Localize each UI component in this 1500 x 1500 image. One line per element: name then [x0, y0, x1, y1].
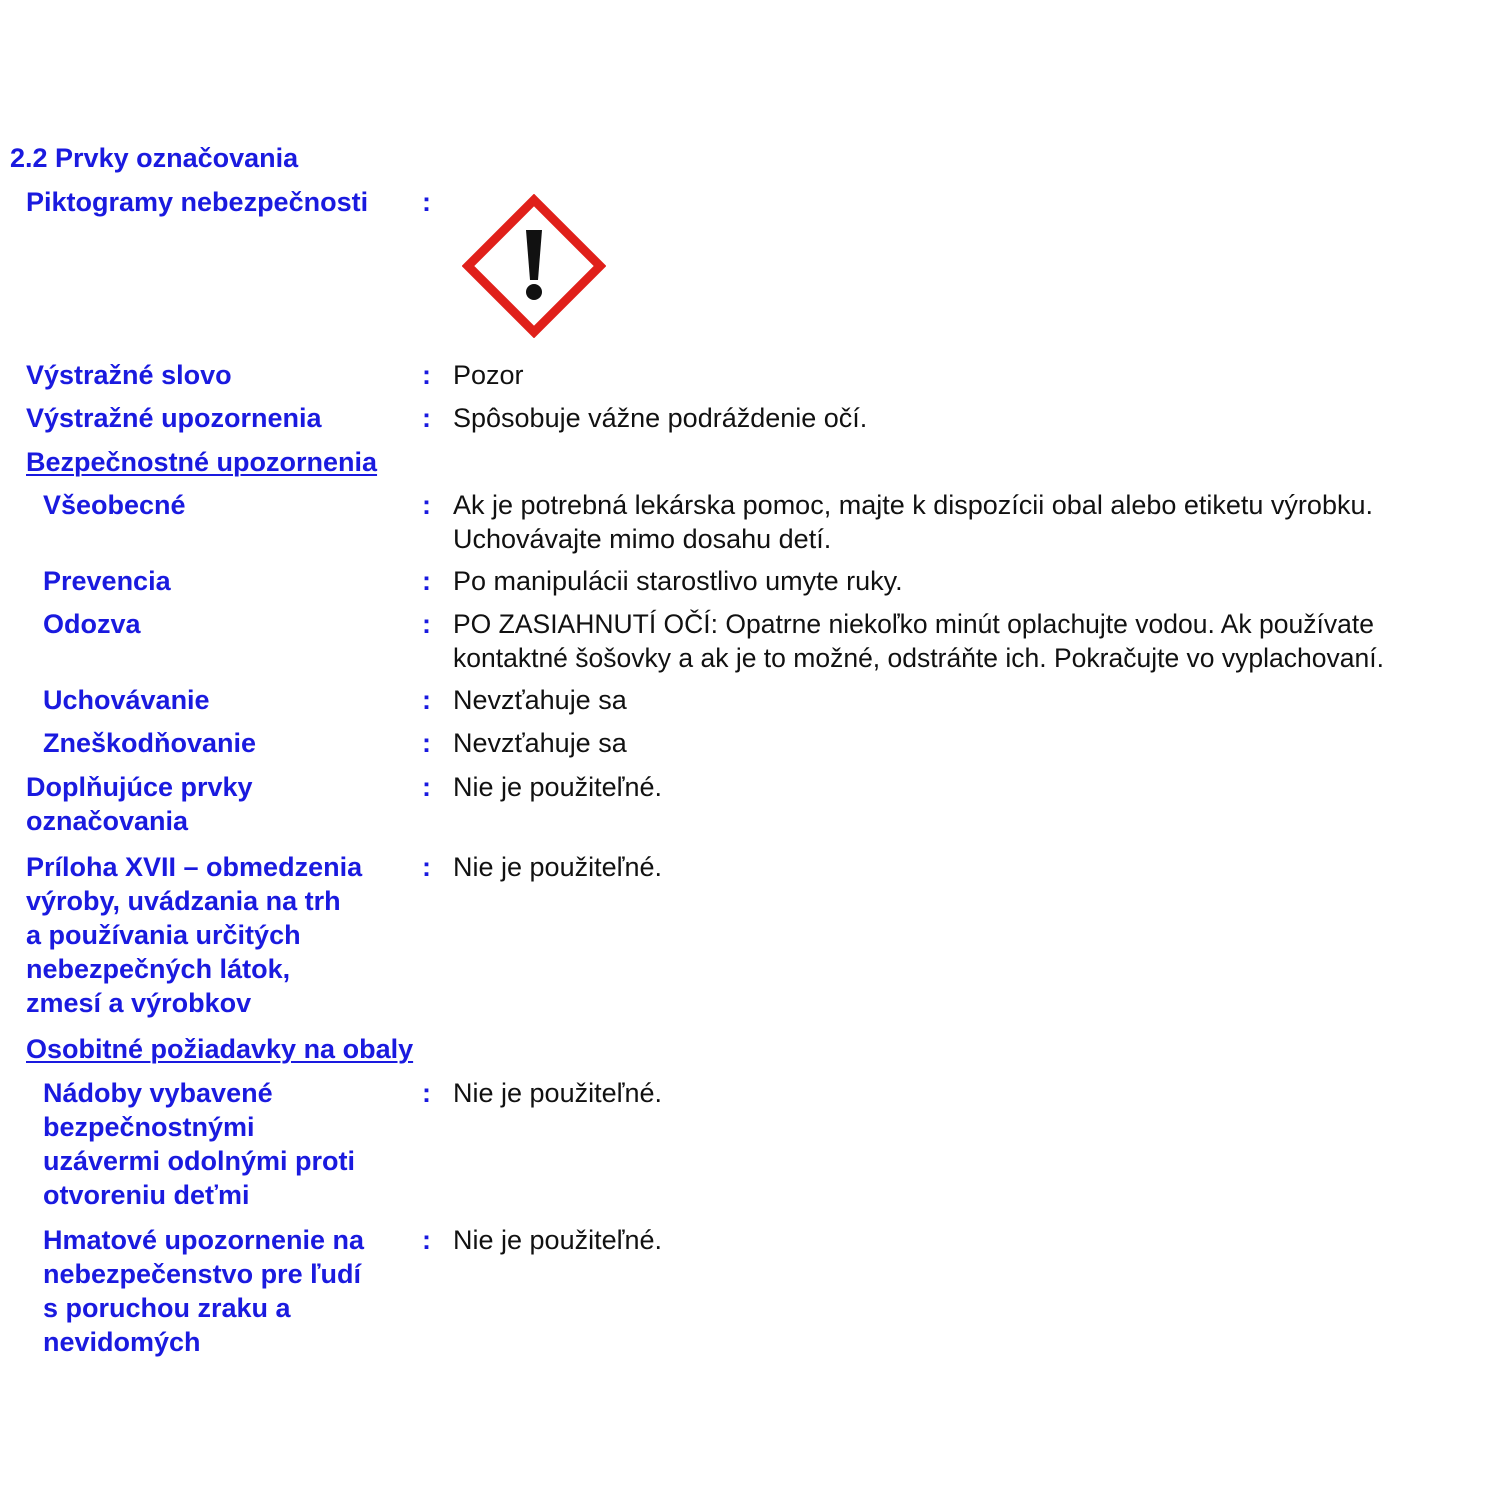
general-value: Ak je potrebná lekárska pomoc, majte k dispozícii obal alebo etiketu výrobku. Uchovávajte mimo dosahu detí. [453, 490, 1373, 554]
signal-word-label: Výstražné slovo [26, 360, 232, 390]
hazard-statements-colon: : [422, 403, 431, 433]
child-resistant-label: Nádoby vybavené bezpečnostnými uzávermi odolnými proti otvoreniu deťmi [43, 1078, 356, 1210]
child-resistant-value: Nie je použiteľné. [453, 1078, 662, 1108]
hazard-statements-label: Výstražné upozornenia [26, 403, 322, 433]
hazard-statements-value: Spôsobuje vážne podráždenie očí. [453, 403, 868, 433]
tactile-warning-value: Nie je použiteľné. [453, 1225, 662, 1255]
pictograms-label: Piktogramy nebezpečnosti [26, 187, 369, 217]
disposal-label: Zneškodňovanie [43, 728, 257, 758]
packaging-heading: Osobitné požiadavky na obaly [26, 1034, 414, 1064]
pictograms-colon: : [422, 187, 431, 217]
supplemental-value: Nie je použiteľné. [453, 772, 662, 802]
precautionary-heading: Bezpečnostné upozornenia [26, 447, 378, 477]
signal-word-value: Pozor [453, 360, 524, 390]
storage-colon: : [422, 685, 431, 715]
section-title: 2.2 Prvky označovania [10, 143, 299, 173]
prevention-label: Prevencia [43, 566, 171, 596]
disposal-colon: : [422, 728, 431, 758]
child-resistant-colon: : [422, 1078, 431, 1108]
general-colon: : [422, 490, 431, 520]
annex-xvii-label: Príloha XVII – obmedzenia výroby, uvádzania na trh a používania určitých nebezpečných látok, zmesí a výrobkov [26, 852, 363, 1018]
response-label: Odozva [43, 609, 141, 639]
response-value: PO ZASIAHNUTÍ OČÍ: Opatrne niekoľko minút oplachujte vodou. Ak používate kontaktné šošovky a ak je to možné, odstráňte ich. Pokračujte vo vyplachovaní. [453, 609, 1384, 673]
prevention-colon: : [422, 566, 431, 596]
exclamation-mark-hazard-icon [462, 194, 606, 338]
tactile-warning-label: Hmatové upozornenie na nebezpečenstvo pre ľudí s poruchou zraku a nevidomých [43, 1225, 365, 1357]
annex-xvii-value: Nie je použiteľné. [453, 852, 662, 882]
general-label: Všeobecné [43, 490, 186, 520]
annex-xvii-colon: : [422, 852, 431, 882]
storage-label: Uchovávanie [43, 685, 210, 715]
supplemental-label: Doplňujúce prvky označovania [26, 772, 253, 836]
tactile-warning-colon: : [422, 1225, 431, 1255]
storage-value: Nevzťahuje sa [453, 685, 627, 715]
disposal-value: Nevzťahuje sa [453, 728, 627, 758]
prevention-value: Po manipulácii starostlivo umyte ruky. [453, 566, 903, 596]
signal-word-colon: : [422, 360, 431, 390]
exclamation-dot [526, 284, 542, 300]
supplemental-colon: : [422, 772, 431, 802]
response-colon: : [422, 609, 431, 639]
